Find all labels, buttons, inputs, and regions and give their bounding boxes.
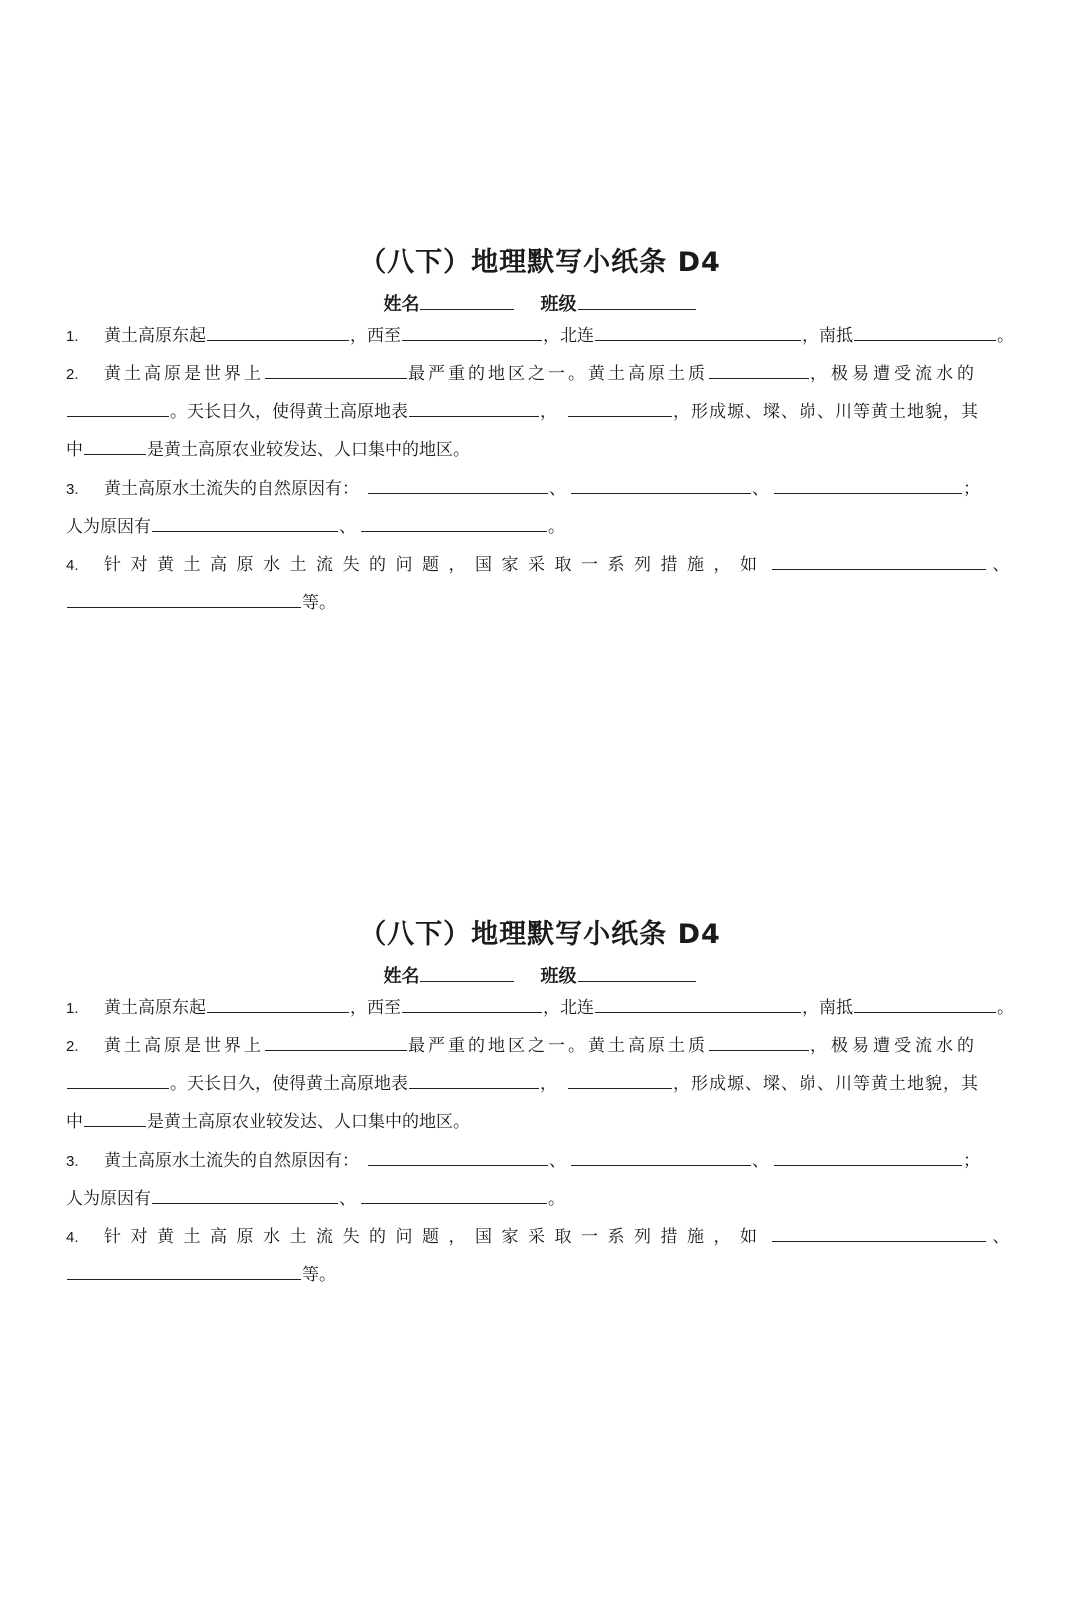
question-text: 是黄土高原农业较发达、人口集中的地区。 <box>147 1112 470 1132</box>
question-4-line-1 <box>66 1224 1016 1248</box>
question-2-line-1 <box>66 361 1016 385</box>
worksheet-2 <box>0 912 1080 1612</box>
answer-blank[interactable] <box>595 995 801 1013</box>
question-text: 黄土高原水土流失的自然原因有： <box>104 1151 359 1171</box>
question-3-line-2 <box>66 514 1016 538</box>
answer-blank[interactable] <box>361 1186 547 1204</box>
question-text: 。 <box>997 998 1014 1018</box>
answer-blank[interactable] <box>854 995 996 1013</box>
question-text: 、 <box>752 479 769 499</box>
question-text: 。天长日久，使得黄土高原地表 <box>170 402 408 422</box>
question-text: ，极易遭受流水的 <box>810 364 978 384</box>
question-text: 。 <box>548 517 565 537</box>
question-number: 1. <box>66 328 79 345</box>
answer-blank[interactable] <box>67 399 169 417</box>
question-text: 是黄土高原农业较发达、人口集中的地区。 <box>147 440 470 460</box>
answer-blank[interactable] <box>368 476 548 494</box>
answer-blank[interactable] <box>368 1148 548 1166</box>
answer-blank[interactable] <box>207 995 349 1013</box>
question-number: 3. <box>66 481 79 498</box>
name-label: 姓名 <box>383 294 420 315</box>
question-text: 、 <box>549 479 566 499</box>
answer-blank[interactable] <box>774 1148 962 1166</box>
question-text: 中 <box>66 1112 83 1132</box>
question-text: ，西至 <box>350 998 401 1018</box>
question-text: 等。 <box>302 1265 336 1285</box>
question-3-line-1 <box>66 1148 1016 1172</box>
sheet-title: （八下）地理默写小纸条 D4 <box>359 247 721 278</box>
question-text: 针对黄土高原水土流失的问题，国家采取一系列措施，如 <box>104 1227 767 1247</box>
name-blank[interactable] <box>420 963 514 982</box>
question-4-line-2 <box>66 1262 1016 1286</box>
question-2-line-3 <box>66 437 1016 461</box>
answer-blank[interactable] <box>152 1186 338 1204</box>
question-text: 、 <box>339 517 356 537</box>
question-text: 黄土高原是世界上 <box>104 1036 264 1056</box>
question-3-line-2 <box>66 1186 1016 1210</box>
name-label: 姓名 <box>383 966 420 987</box>
question-4-line-1 <box>66 552 1016 576</box>
class-blank[interactable] <box>578 963 696 982</box>
class-label: 班级 <box>540 966 577 987</box>
question-number: 2. <box>66 1038 79 1055</box>
question-2-line-2 <box>66 399 1016 423</box>
question-text: 、 <box>992 555 1010 575</box>
answer-blank[interactable] <box>265 361 407 379</box>
question-text: ； <box>963 479 980 499</box>
question-text: 。 <box>997 326 1014 346</box>
answer-blank[interactable] <box>84 1109 146 1127</box>
question-text: 针对黄土高原水土流失的问题，国家采取一系列措施，如 <box>104 555 767 575</box>
question-number: 2. <box>66 366 79 383</box>
class-label: 班级 <box>540 294 577 315</box>
question-1 <box>66 995 1016 1019</box>
question-text: ，南抵 <box>802 326 853 346</box>
question-text: 黄土高原东起 <box>104 326 206 346</box>
answer-blank[interactable] <box>207 323 349 341</box>
answer-blank[interactable] <box>568 1071 672 1089</box>
question-number: 1. <box>66 1000 79 1017</box>
answer-blank[interactable] <box>67 1262 301 1280</box>
question-2-line-2 <box>66 1071 1016 1095</box>
question-text: 黄土高原东起 <box>104 998 206 1018</box>
answer-blank[interactable] <box>571 476 751 494</box>
answer-blank[interactable] <box>772 552 986 570</box>
question-text: ，南抵 <box>802 998 853 1018</box>
question-text: 。天长日久，使得黄土高原地表 <box>170 1074 408 1094</box>
answer-blank[interactable] <box>402 323 542 341</box>
answer-blank[interactable] <box>361 514 547 532</box>
question-2-line-1 <box>66 1033 1016 1057</box>
answer-blank[interactable] <box>265 1033 407 1051</box>
question-text: 、 <box>992 1227 1010 1247</box>
question-text: 。 <box>548 1189 565 1209</box>
answer-blank[interactable] <box>772 1224 986 1242</box>
sheet-title: （八下）地理默写小纸条 D4 <box>359 919 721 950</box>
question-4-line-2 <box>66 590 1016 614</box>
answer-blank[interactable] <box>402 995 542 1013</box>
question-text: ，西至 <box>350 326 401 346</box>
question-text: ， <box>540 1074 557 1094</box>
question-number: 3. <box>66 1153 79 1170</box>
answer-blank[interactable] <box>595 323 801 341</box>
question-text: 中 <box>66 440 83 460</box>
question-text: ，形成塬、墚、峁、川等黄土地貌，其 <box>673 402 979 422</box>
question-text: 最严重的地区之一。黄土高原土质 <box>408 364 708 384</box>
question-3-line-1 <box>66 476 1016 500</box>
question-text: 黄土高原是世界上 <box>104 364 264 384</box>
answer-blank[interactable] <box>152 514 338 532</box>
question-text: ； <box>963 1151 980 1171</box>
answer-blank[interactable] <box>409 1071 539 1089</box>
worksheet-1 <box>0 240 1080 940</box>
question-number: 4. <box>66 557 79 574</box>
question-2-line-3 <box>66 1109 1016 1133</box>
answer-blank[interactable] <box>709 361 809 379</box>
name-class-row <box>0 962 1080 988</box>
name-class-row <box>0 290 1080 316</box>
question-text: 人为原因有 <box>66 517 151 537</box>
answer-blank[interactable] <box>409 399 539 417</box>
answer-blank[interactable] <box>67 1071 169 1089</box>
answer-blank[interactable] <box>709 1033 809 1051</box>
answer-blank[interactable] <box>568 399 672 417</box>
question-text: 等。 <box>302 593 336 613</box>
answer-blank[interactable] <box>84 437 146 455</box>
question-text: 最严重的地区之一。黄土高原土质 <box>408 1036 708 1056</box>
question-text: ，北连 <box>543 326 594 346</box>
question-text: 、 <box>549 1151 566 1171</box>
answer-blank[interactable] <box>571 1148 751 1166</box>
question-text: ，形成塬、墚、峁、川等黄土地貌，其 <box>673 1074 979 1094</box>
answer-blank[interactable] <box>854 323 996 341</box>
question-text: 人为原因有 <box>66 1189 151 1209</box>
class-blank[interactable] <box>578 291 696 310</box>
answer-blank[interactable] <box>67 590 301 608</box>
question-number: 4. <box>66 1229 79 1246</box>
question-text: ， <box>540 402 557 422</box>
question-text: ，极易遭受流水的 <box>810 1036 978 1056</box>
question-1 <box>66 323 1016 347</box>
question-text: 、 <box>339 1189 356 1209</box>
question-text: 、 <box>752 1151 769 1171</box>
name-blank[interactable] <box>420 291 514 310</box>
question-text: ，北连 <box>543 998 594 1018</box>
question-text: 黄土高原水土流失的自然原因有： <box>104 479 359 499</box>
answer-blank[interactable] <box>774 476 962 494</box>
